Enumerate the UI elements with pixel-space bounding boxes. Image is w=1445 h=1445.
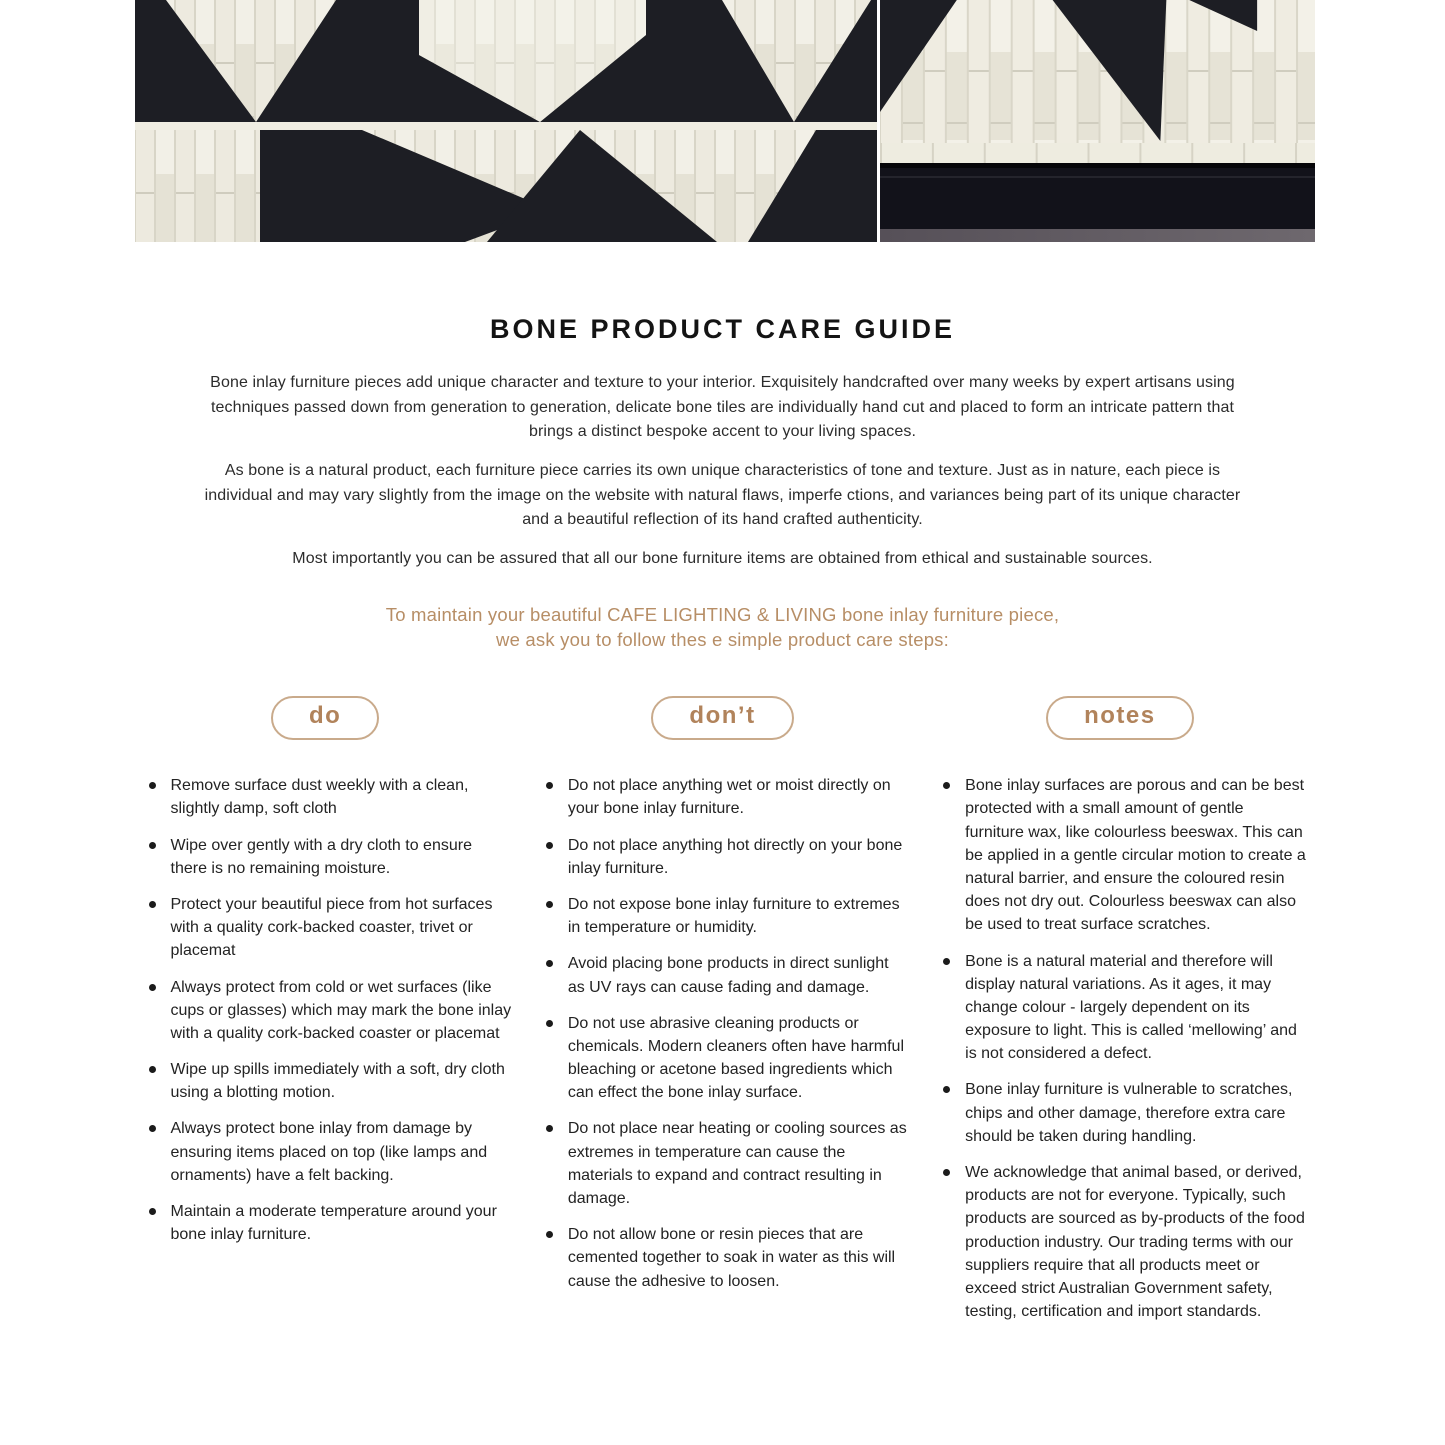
care-item (139, 1200, 512, 1246)
column-heading-pill: do (271, 696, 379, 740)
care-item (536, 1012, 909, 1105)
care-item-text: Bone is a natural material and therefore will display natural variations. As it ages, it may change colour - largely dependent on its exposure to light. This is called ‘mellowing’ and is not considered a defect. (965, 952, 1297, 1063)
care-item-text: Bone inlay furniture is vulnerable to scratches, chips and other damage, therefore extra care should be taken during handling. (965, 1081, 1293, 1145)
bullet-dot (149, 984, 156, 991)
care-item-text: We acknowledge that animal based, or derived, products are not for everyone. Typically, such products are sourced as by-products of the food production industry. Our trading terms with our suppliers require that all products meet or exceed strict Australian Government safety, testing, certification and import standards. (965, 1164, 1305, 1321)
bullet-dot (149, 1208, 156, 1215)
care-item-text: Do not place near heating or cooling sources as extremes in temperature can cause the materials to expand and contract resulting in damage. (567, 1120, 907, 1207)
care-item (933, 950, 1306, 1066)
care-item (933, 1161, 1306, 1323)
bullet-dot (546, 901, 553, 908)
care-item (536, 1223, 909, 1293)
care-item-text: Bone inlay surfaces are porous and can be best protected with a small amount of gentle furniture wax, like colourless beeswax. This can be applied in a gentle circular motion to create a natural barrier, and ensure the coloured resin does not dry out. Colourless beeswax can also be used to treat surface scratches. (965, 777, 1306, 934)
intro-paragraph: As bone is a natural product, each furniture piece carries its own unique characteristics of tone and texture. Just as in nature, each piece is individual and may vary slightly from the image on the website with natural flaws, imperfe ctions, and variances being part of its unique character and a beautiful reflection of its hand crafted authenticity. (204, 461, 1241, 529)
care-item (536, 834, 909, 880)
care-item-text: Do not expose bone inlay furniture to extremes in temperature or humidity. (567, 895, 900, 937)
care-item (933, 774, 1306, 936)
care-item-text: Wipe over gently with a dry cloth to ensure there is no remaining moisture. (170, 836, 472, 877)
care-columns (139, 696, 1307, 1336)
maintain-line: To maintain your beautiful CAFE LIGHTING & LIVING bone inlay furniture piece, (385, 604, 1060, 626)
column-heading-wrap (933, 696, 1306, 740)
care-item-list (139, 774, 512, 1246)
care-item-text: Avoid placing bone products in direct sunlight as UV rays can cause fading and damage. (567, 955, 889, 996)
care-item (139, 893, 512, 963)
care-item (536, 1117, 909, 1210)
intro-paragraph: Bone inlay furniture pieces add unique character and texture to your interior. Exquisitely handcrafted over many weeks by expert artisans using techniques passed down from generation to generation, delicate bone tiles are individually hand cut and placed to form an intricate pattern that brings a distinct bespoke accent to your living spaces. (210, 374, 1235, 441)
maintain-note (0, 603, 1445, 652)
care-item-list (933, 774, 1306, 1323)
column-do (139, 696, 512, 1336)
care-item-text: Maintain a moderate temperature around your bone inlay furniture. (170, 1203, 497, 1244)
bullet-dot (149, 1125, 156, 1132)
intro-section (192, 371, 1254, 571)
care-item-text: Do not place anything hot directly on your bone inlay furniture. (567, 836, 903, 877)
column-heading-wrap (139, 696, 512, 740)
bullet-dot (149, 901, 156, 908)
care-item-text: Always protect from cold or wet surfaces (like cups or glasses) which may mark the bone inlay with a quality cork-backed coaster or placemat (170, 978, 512, 1042)
care-item-text: Always protect bone inlay from damage by ensuring items placed on top (like lamps and ornaments) have a felt backing. (170, 1120, 488, 1184)
care-item-list (536, 774, 909, 1293)
bullet-dot (943, 958, 950, 965)
bullet-dot (546, 960, 553, 967)
care-item (536, 952, 909, 998)
column-heading-pill: don’t (651, 696, 793, 740)
column-heading-pill: notes (1046, 696, 1194, 740)
intro-paragraph: Most importantly you can be assured that all our bone furniture items are obtained from ethical and sustainable sources. (292, 549, 1153, 567)
care-item (536, 774, 909, 820)
column-heading-wrap (536, 696, 909, 740)
bullet-dot (546, 1231, 553, 1238)
bullet-dot (943, 1086, 950, 1093)
bone-inlay-right-image (880, 0, 1315, 242)
care-item-text: Do not place anything wet or moist directly on your bone inlay furniture. (567, 777, 891, 818)
care-item-text: Remove surface dust weekly with a clean, slightly damp, soft cloth (170, 777, 469, 818)
hero-images (135, 0, 1316, 242)
bullet-dot (149, 1066, 156, 1073)
care-item (139, 976, 512, 1046)
bullet-dot (943, 782, 950, 789)
care-item-text: Wipe up spills immediately with a soft, dry cloth using a blotting motion. (170, 1061, 505, 1102)
care-item (933, 1078, 1306, 1148)
bullet-dot (546, 1020, 553, 1027)
bullet-dot (546, 842, 553, 849)
care-item-text: Do not allow bone or resin pieces that are cemented together to soak in water as this will cause the adhesive to loosen. (567, 1226, 896, 1290)
bullet-dot (149, 782, 156, 789)
page-title: BONE PRODUCT CARE GUIDE (489, 314, 956, 344)
maintain-line: we ask you to follow thes e simple product care steps: (496, 628, 949, 650)
care-item (139, 774, 512, 820)
bullet-dot (546, 782, 553, 789)
bone-inlay-left-image (135, 0, 877, 242)
care-item (139, 1117, 512, 1187)
care-item (139, 834, 512, 880)
column-dont (536, 696, 909, 1336)
bullet-dot (546, 1125, 553, 1132)
care-item (536, 893, 909, 939)
care-item (139, 1058, 512, 1104)
care-item-text: Protect your beautiful piece from hot surfaces with a quality cork-backed coaster, trivet or placemat (170, 895, 493, 960)
care-item-text: Do not use abrasive cleaning products or chemicals. Modern cleaners often have harmful bleaching or acetone based ingredients which can effect the bone inlay surface. (567, 1014, 904, 1102)
bullet-dot (943, 1169, 950, 1176)
column-notes (933, 696, 1306, 1336)
bullet-dot (149, 842, 156, 849)
